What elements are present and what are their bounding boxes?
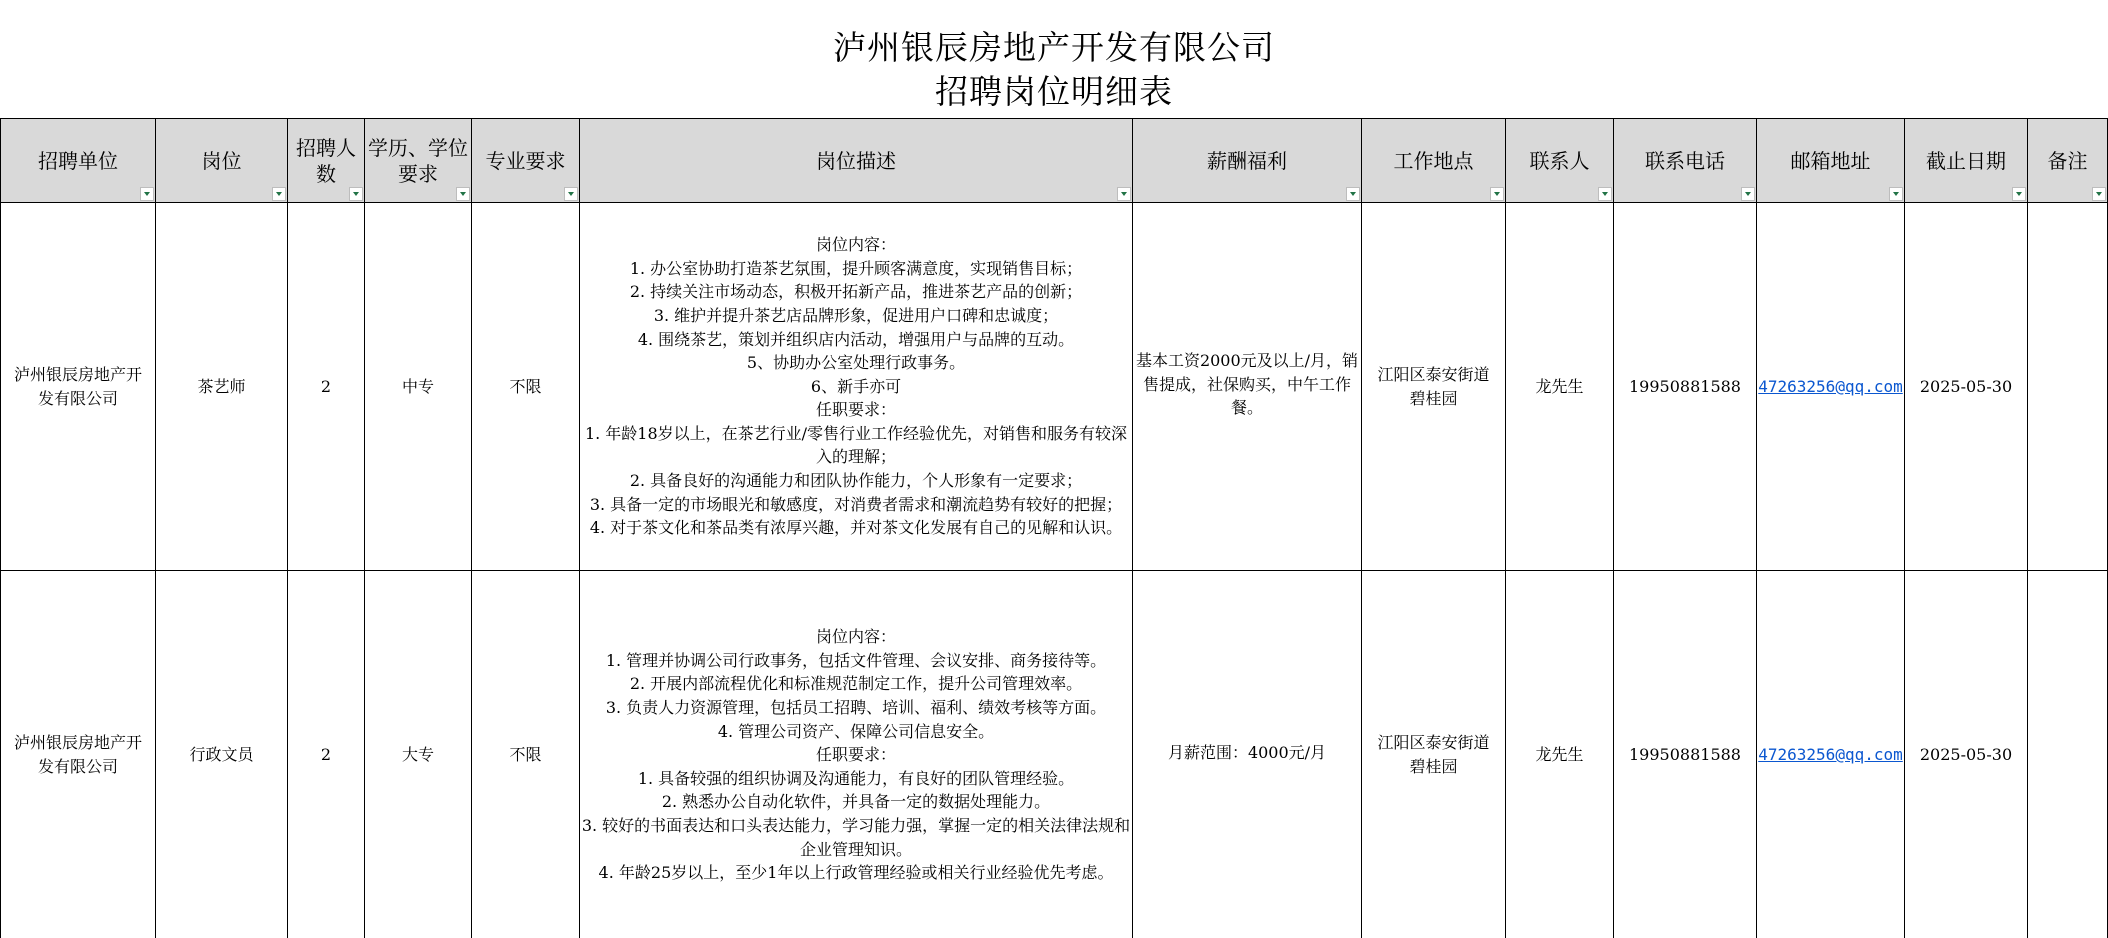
cell-note[interactable] (2028, 571, 2108, 938)
cell-deadline[interactable]: 2025-05-30 (1905, 203, 2028, 571)
header-label: 招聘单位 (38, 148, 118, 173)
filter-dropdown-icon[interactable] (2012, 187, 2026, 201)
cell-email[interactable] (1757, 203, 1905, 571)
cell-deadline[interactable]: 2025-05-30 (1905, 571, 2028, 938)
cell-salary[interactable] (1133, 571, 1362, 938)
header-row (1, 119, 2108, 203)
header-label: 工作地点 (1393, 148, 1474, 173)
description-line: 2. 熟悉办公自动化软件，并具备一定的数据处理能力。 (661, 792, 1051, 812)
header-label: 截止日期 (1926, 148, 2006, 173)
description-line: 3. 较好的书面表达和口头表达能力，学习能力强，掌握一定的相关法律法规和企业管理知识。 (581, 815, 1131, 859)
filter-dropdown-icon[interactable] (1117, 187, 1131, 201)
description-line: 任职要求： (815, 400, 896, 420)
description-line: 3. 负责人力资源管理，包括员工招聘、培训、福利、绩效考核等方面。 (605, 698, 1107, 718)
unit-text: 发有限公司 (37, 388, 118, 408)
filter-dropdown-icon[interactable] (456, 187, 470, 201)
header-cell-salary (1133, 119, 1362, 203)
description-line: 2. 具备良好的沟通能力和团队协作能力，个人形象有一定要求； (629, 471, 1083, 491)
filter-dropdown-icon[interactable] (564, 187, 578, 201)
table-row (1, 203, 2108, 571)
description-line: 4. 年龄25岁以上，至少1年以上行政管理经验或相关行业经验优先考虑。 (598, 863, 1114, 883)
cell-location[interactable] (1362, 203, 1506, 571)
cell-major[interactable]: 不限 (472, 203, 580, 571)
header-cell-note (2028, 119, 2108, 203)
header-label: 联系电话 (1645, 148, 1725, 173)
cell-count[interactable]: 2 (288, 571, 365, 938)
cell-note[interactable] (2028, 203, 2108, 571)
title-company: 泸州银辰房地产开发有限公司 (833, 28, 1275, 67)
location-text: 江阳区泰安街道 (1377, 733, 1490, 752)
cell-phone[interactable]: 19950881588 (1614, 571, 1757, 938)
header-cell-position (156, 119, 288, 203)
header-label: 备注 (2047, 148, 2088, 173)
filter-dropdown-icon[interactable] (1346, 187, 1360, 201)
cell-salary[interactable] (1133, 203, 1362, 571)
header-cell-count (288, 119, 365, 203)
description-line: 4. 管理公司资产、保障公司信息安全。 (717, 721, 995, 741)
description-line: 4. 围绕茶艺，策划并组织店内活动，增强用户与品牌的互动。 (637, 329, 1075, 349)
description-line: 3. 具备一定的市场眼光和敏感度，对消费者需求和潮流趋势有较好的把握； (589, 494, 1123, 514)
email-link[interactable]: 47263256@qq.com (1758, 376, 1903, 396)
unit-text: 发有限公司 (37, 757, 118, 776)
recruitment-table (0, 118, 2108, 938)
description-line: 1. 管理并协调公司行政事务，包括文件管理、会议安排、商务接待等。 (605, 650, 1107, 670)
cell-major[interactable]: 不限 (472, 571, 580, 938)
unit-text: 泸州银辰房地产开 (13, 364, 142, 384)
header-cell-location (1362, 119, 1506, 203)
description-line: 2. 持续关注市场动态，积极开拓新产品，推进茶艺产品的创新； (629, 282, 1083, 302)
header-label: 邮箱地址 (1790, 148, 1871, 173)
header-cell-deadline (1905, 119, 2028, 203)
cell-email[interactable] (1757, 571, 1905, 938)
filter-dropdown-icon[interactable] (1598, 187, 1612, 201)
header-cell-unit (1, 119, 156, 203)
header-label: 要求 (398, 161, 438, 186)
description-line: 1. 办公室协助打造茶艺氛围，提升顾客满意度，实现销售目标； (629, 258, 1083, 278)
header-label: 招聘人 (296, 135, 356, 160)
cell-position[interactable]: 行政文员 (156, 571, 288, 938)
description-line: 岗位内容： (815, 235, 896, 255)
description-line: 岗位内容： (815, 627, 896, 647)
cell-phone[interactable]: 19950881588 (1614, 203, 1757, 571)
filter-dropdown-icon[interactable] (140, 187, 154, 201)
header-cell-email (1757, 119, 1905, 203)
title-subtitle: 招聘岗位明细表 (935, 72, 1173, 111)
header-label: 数 (316, 161, 336, 186)
page-title (0, 26, 2108, 114)
cell-education[interactable]: 中专 (365, 203, 472, 571)
description-line: 4. 对于茶文化和茶品类有浓厚兴趣，并对茶文化发展有自己的见解和认识。 (589, 518, 1123, 538)
description-line: 5、协助办公室处理行政事务。 (746, 353, 966, 373)
cell-contact[interactable]: 龙先生 (1506, 571, 1614, 938)
cell-unit[interactable] (1, 571, 156, 938)
unit-text: 泸州银辰房地产开 (13, 733, 142, 752)
cell-contact[interactable]: 龙先生 (1506, 203, 1614, 571)
description-line: 1. 具备较强的组织协调及沟通能力，有良好的团队管理经验。 (637, 768, 1075, 788)
header-label: 薪酬福利 (1207, 148, 1287, 173)
filter-dropdown-icon[interactable] (349, 187, 363, 201)
header-cell-description (580, 119, 1133, 203)
header-label: 专业要求 (485, 148, 566, 173)
header-label: 岗位 (201, 148, 242, 173)
filter-dropdown-icon[interactable] (1490, 187, 1504, 201)
email-link[interactable]: 47263256@qq.com (1758, 745, 1903, 764)
header-label: 联系人 (1529, 148, 1590, 173)
description-line: 2. 开展内部流程优化和标准规范制定工作，提升公司管理效率。 (629, 674, 1083, 694)
filter-dropdown-icon[interactable] (272, 187, 286, 201)
header-cell-contact (1506, 119, 1614, 203)
description-line: 1. 年龄18岁以上，在茶艺行业/零售行业工作经验优先，对销售和服务有较深入的理解； (584, 423, 1128, 467)
filter-dropdown-icon[interactable] (1889, 187, 1903, 201)
header-cell-education (365, 119, 472, 203)
salary-text: 月薪范围：4000元/月 (1167, 743, 1327, 763)
cell-location[interactable] (1362, 571, 1506, 938)
cell-count[interactable]: 2 (288, 203, 365, 571)
table-row (1, 571, 2108, 938)
location-text: 碧桂园 (1409, 757, 1458, 776)
salary-text: 基本工资2000元及以上/月，销售提成，社保购买，中午工作餐。 (1135, 351, 1359, 418)
location-text: 碧桂园 (1409, 388, 1458, 408)
cell-unit[interactable] (1, 203, 156, 571)
location-text: 江阳区泰安街道 (1377, 364, 1490, 384)
filter-dropdown-icon[interactable] (2092, 187, 2106, 201)
description-line: 6、新手亦可 (810, 376, 902, 396)
description-line: 任职要求： (815, 745, 896, 765)
description-line: 3. 维护并提升茶艺店品牌形象，促进用户口碑和忠诚度； (653, 305, 1059, 325)
header-cell-phone (1614, 119, 1757, 203)
cell-education[interactable]: 大专 (365, 571, 472, 938)
filter-dropdown-icon[interactable] (1741, 187, 1755, 201)
cell-position[interactable]: 茶艺师 (156, 203, 288, 571)
header-label: 岗位描述 (816, 148, 896, 173)
cell-description[interactable] (580, 203, 1133, 571)
header-label: 学历、学位 (368, 135, 468, 160)
cell-description[interactable] (580, 571, 1133, 938)
header-cell-major (472, 119, 580, 203)
